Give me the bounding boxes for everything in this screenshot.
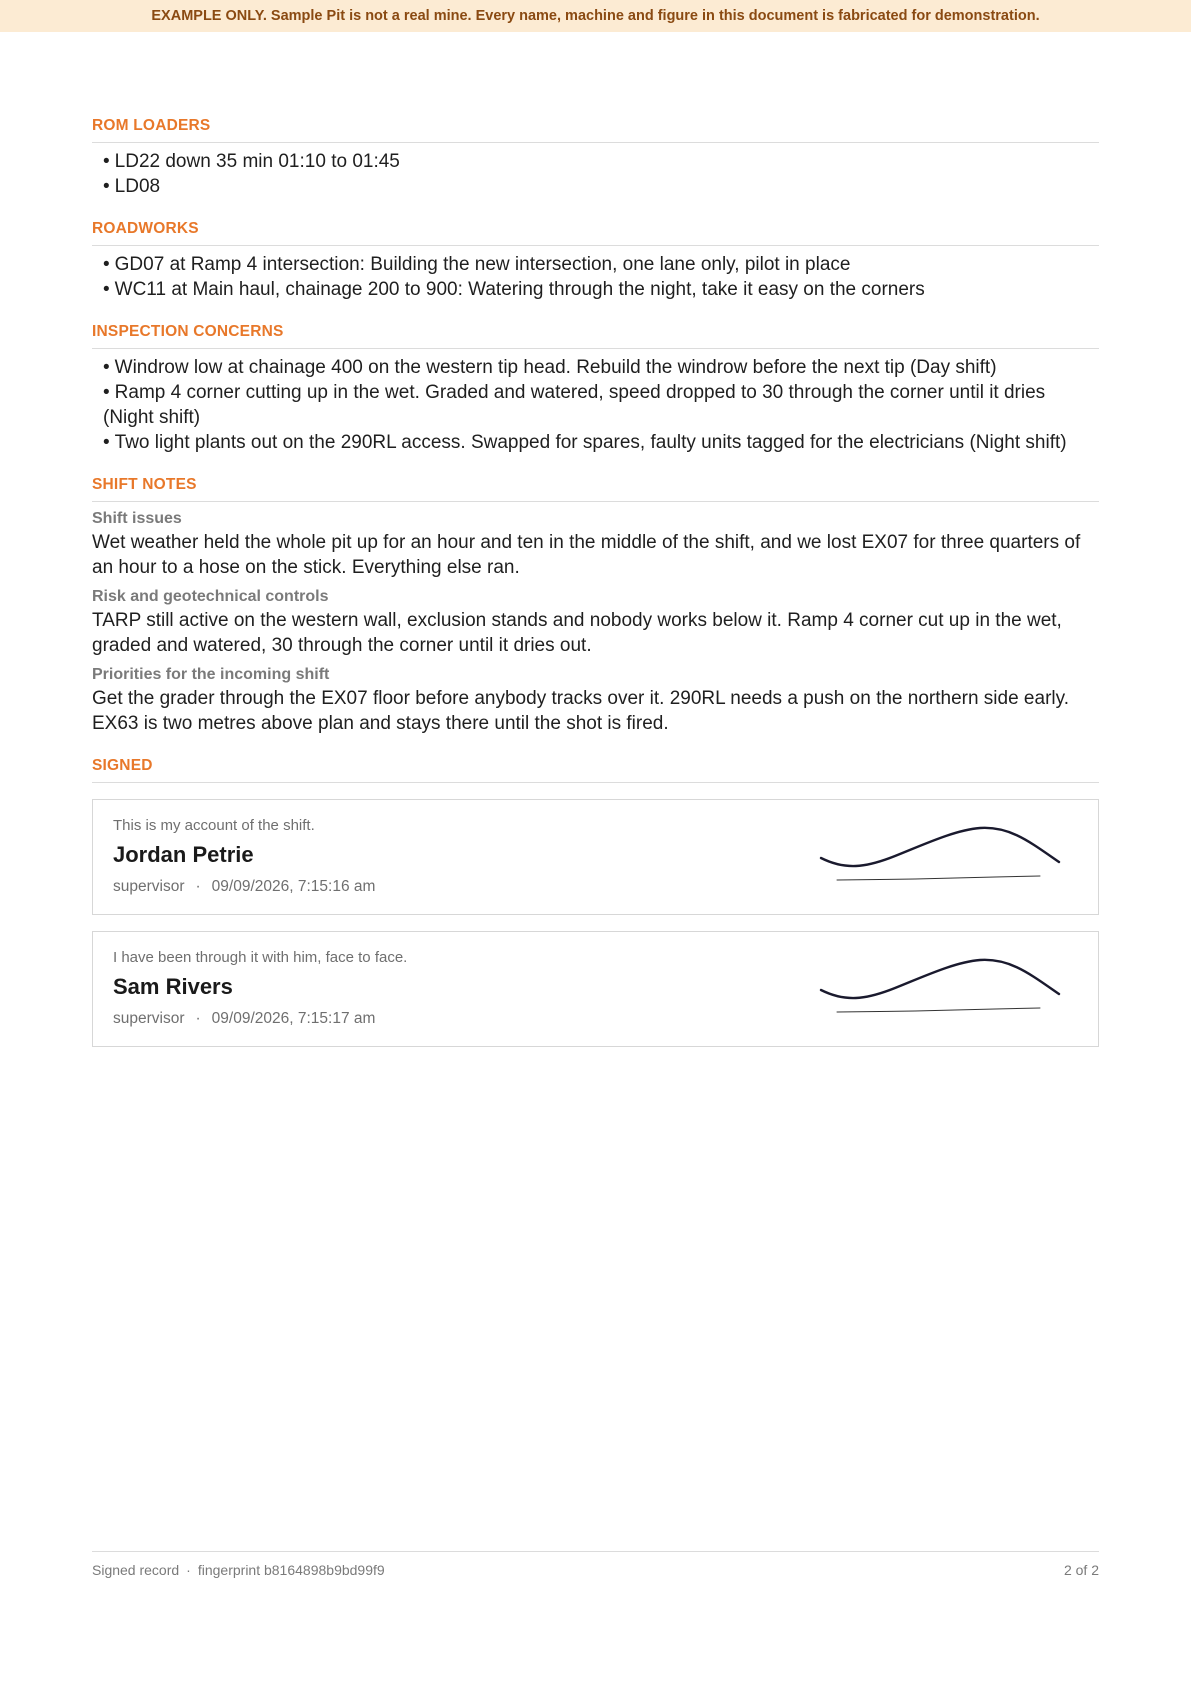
section-title-roadworks: ROADWORKS: [92, 220, 1099, 246]
list-item: [103, 277, 1099, 302]
section-title-shift-notes: SHIFT NOTES: [92, 476, 1099, 502]
signature-meta: [113, 1010, 375, 1028]
signature-timestamp: 09/09/2026, 7:15:17 am: [211, 1010, 376, 1027]
signature-card: [92, 931, 1099, 1047]
bullet-icon: •: [103, 254, 110, 275]
bullet-icon: •: [103, 176, 110, 197]
list-item: [103, 252, 1099, 277]
handwritten-signature-image: [815, 820, 1075, 890]
bullet-icon: •: [103, 357, 110, 378]
signer-name: Sam Rivers: [113, 974, 233, 999]
signer-role: supervisor: [113, 1010, 185, 1027]
document-body: [92, 117, 1099, 1068]
signer-role: supervisor: [113, 878, 185, 895]
list-item-text: Windrow low at chainage 400 on the western tip head. Rebuild the windrow before the next tip (Day shift): [114, 357, 997, 378]
priorities-label: Priorities for the incoming shift: [92, 666, 330, 683]
footer-fingerprint: fingerprint b8164898b9bd99f9: [197, 1562, 385, 1578]
list-item: [103, 174, 1099, 199]
page-number: 2 of 2: [1063, 1562, 1099, 1578]
separator-dot: ·: [195, 878, 201, 895]
separator-dot: ·: [195, 1010, 201, 1027]
shift-issues-text: Wet weather held the whole pit up for an hour and ten in the middle of the shift, and we lost EX07 for three quarters of an hour to a hose on the stick. Everything else ran.: [92, 532, 1081, 578]
footer-record-info: [92, 1562, 385, 1578]
list-item-text: LD22 down 35 min 01:10 to 01:45: [114, 151, 400, 172]
signature-meta: [113, 878, 375, 896]
footer-divider: [92, 1551, 1099, 1552]
signature-statement: This is my account of the shift.: [113, 817, 315, 834]
bullet-icon: •: [103, 279, 110, 300]
signature-statement: I have been through it with him, face to face.: [113, 949, 408, 966]
inspection-concerns-list: [92, 349, 1099, 455]
section-title-signed: SIGNED: [92, 757, 1099, 783]
shift-notes-section: [92, 476, 1099, 736]
list-item-text: Ramp 4 corner cutting up in the wet. Graded and watered, speed dropped to 30 through the corner until it dries (Night shift): [103, 382, 1046, 428]
bullet-icon: •: [103, 151, 110, 172]
list-item-text: Two light plants out on the 290RL access. Swapped for spares, faulty units tagged for the electricians (Night shift): [114, 432, 1067, 453]
roadworks-section: [92, 220, 1099, 302]
rom-loaders-section: [92, 117, 1099, 199]
list-item: [103, 430, 1099, 455]
list-item-text: LD08: [114, 176, 161, 197]
list-item-text: WC11 at Main haul, chainage 200 to 900: Watering through the night, take it easy on the corners: [114, 279, 925, 300]
inspection-concerns-section: [92, 323, 1099, 455]
risk-controls-label: Risk and geotechnical controls: [92, 588, 329, 605]
list-item-text: GD07 at Ramp 4 intersection: Building the new intersection, one lane only, pilot in place: [114, 254, 851, 275]
signature-card: [92, 799, 1099, 915]
bullet-icon: •: [103, 432, 110, 453]
shift-issues-label: Shift issues: [92, 510, 182, 527]
signature-timestamp: 09/09/2026, 7:15:16 am: [211, 878, 376, 895]
separator-dot: ·: [186, 1562, 191, 1578]
bullet-icon: •: [103, 382, 110, 403]
roadworks-list: [92, 246, 1099, 302]
signed-section: [92, 757, 1099, 1047]
risk-controls-text: TARP still active on the western wall, exclusion stands and nobody works below it. Ramp 4 corner cut up in the wet, graded and watered, 30 through the corner until it dries out.: [92, 610, 1062, 656]
handwritten-signature-image: [815, 952, 1075, 1022]
list-item: [103, 380, 1099, 430]
rom-loaders-list: [92, 143, 1099, 199]
banner-text: EXAMPLE ONLY. Sample Pit is not a real mine. Every name, machine and figure in this document is fabricated for demonstration.: [151, 8, 1040, 24]
signer-name: Jordan Petrie: [113, 842, 254, 867]
demo-disclaimer-banner: [0, 0, 1191, 32]
list-item: [103, 149, 1099, 174]
priorities-text: Get the grader through the EX07 floor before anybody tracks over it. 290RL needs a push on the northern side early. EX63 is two metres above plan and stays there until the shot is fired.: [92, 688, 1069, 734]
list-item: [103, 355, 1099, 380]
section-title-rom-loaders: ROM LOADERS: [92, 117, 1099, 143]
section-title-inspection-concerns: INSPECTION CONCERNS: [92, 323, 1099, 349]
footer-label: Signed record: [92, 1562, 180, 1578]
